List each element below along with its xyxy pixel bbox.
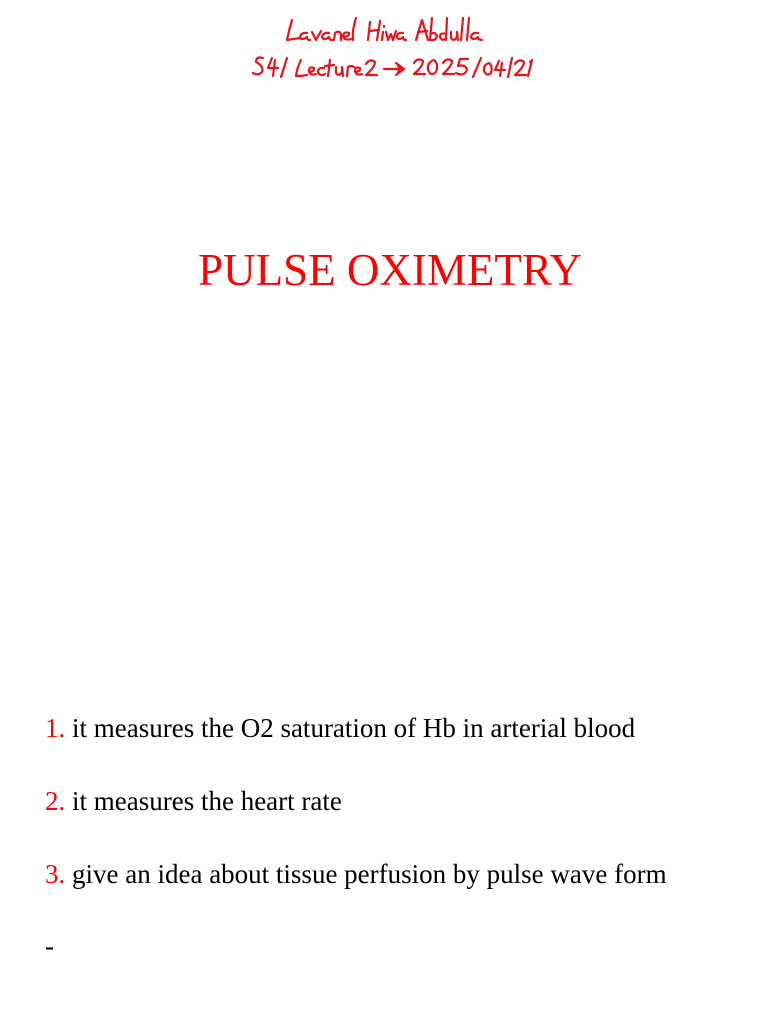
- list-item-number: 3.: [45, 859, 66, 889]
- page-title: PULSE OXIMETRY: [198, 245, 582, 295]
- list-item-text: give an idea about tissue perfusion by pulse wave form: [65, 859, 667, 889]
- list-item: [45, 785, 342, 817]
- handwritten-signature-note: [0, 0, 768, 110]
- list-item: [45, 858, 667, 890]
- list-item-text: it measures the O2 saturation of Hb in arterial blood: [65, 713, 636, 743]
- handwriting-drawing: [0, 0, 768, 110]
- list-item-number: 2.: [45, 786, 66, 816]
- trailing-dash: -: [45, 931, 54, 961]
- list-item-number: 1.: [45, 713, 66, 743]
- list-item-text: it measures the heart rate: [65, 786, 342, 816]
- list-item: [45, 712, 635, 744]
